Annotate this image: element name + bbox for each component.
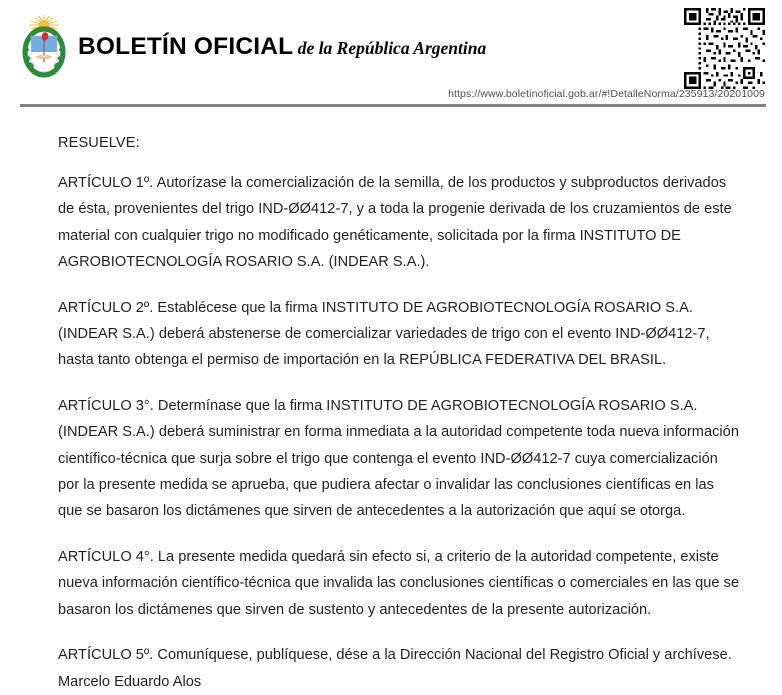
- site-subtitle: de la República Argentina: [297, 37, 487, 58]
- article-paragraph: ARTÍCULO 4°. La presente medida quedará sin efecto si, a criterio de la autoridad competente, existe nueva información científico-técnica que invalida las conclusiones científicas o comerciales en las que se basaron los dictámenes que sirven de sustento y antecedentes de la presente autorización.: [58, 548, 740, 618]
- qr-code-icon: [684, 8, 765, 89]
- argentina-coat-of-arms-icon: [18, 14, 70, 80]
- page-header: [0, 0, 782, 106]
- site-title: BOLETÍN OFICIAL: [78, 32, 294, 60]
- document-body: [0, 106, 782, 695]
- brand-block: [18, 14, 486, 80]
- article-paragraph: ARTÍCULO 5º. Comuníquese, publíquese, dése a la Dirección Nacional del Registro Oficial y archívese. Marcelo Eduardo Alos: [58, 647, 732, 690]
- article-paragraph: ARTÍCULO 1º. Autorízase la comercialización de la semilla, de los productos y subproductos derivados de ésta, provenientes del trigo IND-ØØ412-7, y a toda la progenie derivada de los cruzamientos de este material con cualquier trigo no modificado genéticamente, solicitada por la firma INSTITUTO DE AGROBIOTECNOLOGÍA ROSARIO S.A. (INDEAR S.A.).: [58, 175, 732, 271]
- document-url[interactable]: https://www.boletinoficial.gob.ar/#!DetalleNorma/235913/20201009: [448, 88, 765, 100]
- brand-text: [78, 32, 487, 60]
- resolution-heading: RESUELVE:: [58, 135, 140, 151]
- article-paragraph: ARTÍCULO 3°. Determínase que la firma INSTITUTO DE AGROBIOTECNOLOGÍA ROSARIO S.A. (INDEAR S.A.) deberá suministrar en forma inmediata a la autoridad competente toda nueva información científico-técnica que surja sobre el trigo que contenga el evento IND-ØØ412-7 cuya comercialización por la presente medida se aprueba, que pudiera afectar o invalidar las conclusiones científicas en las que se basaron los dictámenes que sirven de antecedentes a la autorización que aquí se otorga.: [58, 397, 739, 520]
- article-paragraph: ARTÍCULO 2º. Establécese que la firma INSTITUTO DE AGROBIOTECNOLOGÍA ROSARIO S.A. (INDEAR S.A.) deberá abstenerse de comercializar variedades de trigo con el evento IND-ØØ412-7, hasta tanto obtenga el permiso de importación en la REPÚBLICA FEDERATIVA DEL BRASIL.: [58, 299, 710, 369]
